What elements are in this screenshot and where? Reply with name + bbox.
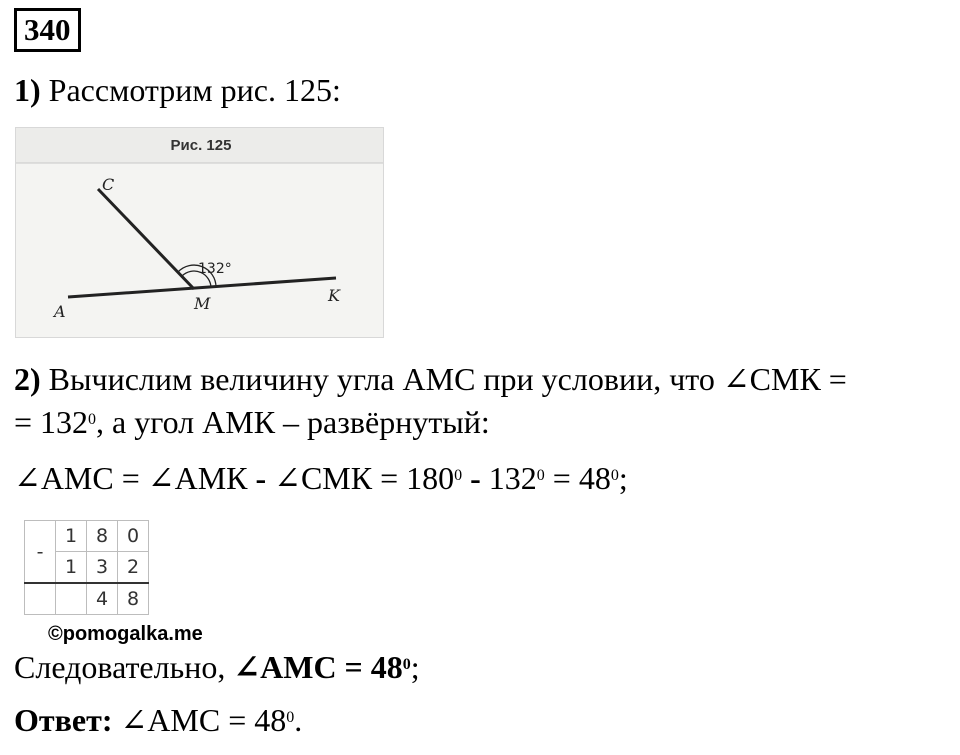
watermark: ©pomogalka.me (48, 623, 203, 645)
geometry-drawing (16, 128, 383, 337)
label-k: K (328, 286, 340, 305)
step-2-line-1 (14, 361, 847, 397)
conclusion: Следовательно, ∠АМС = $48^0$; (14, 649, 420, 685)
label-a: A (54, 302, 66, 321)
empty-cell (56, 583, 87, 615)
digit-cell: 2 (118, 552, 149, 584)
step-2-text: Вычислим величину угла АМС при условии, что ∠СМК = (40, 361, 847, 397)
figure-125 (15, 127, 384, 338)
answer: Ответ: ∠АМС = $48^0$. (14, 702, 303, 738)
formula: ∠АМС = ∠АМК - ∠СМК = $180^0 - 132^0 = 48^0$; (14, 460, 628, 496)
digit-cell: 1 (56, 552, 87, 584)
step-1-text: Рассмотрим рис. 125: (40, 72, 341, 108)
step-2-number: 2) (14, 361, 41, 397)
step-2-line-2: = $132^0$, а угол АМК – развёрнутый: (14, 404, 490, 440)
label-m: M (194, 294, 211, 313)
result-digit: 8 (118, 583, 149, 615)
digit-cell: 0 (118, 521, 149, 552)
answer-label: Ответ: (14, 702, 113, 738)
step-1-number: 1) (14, 72, 41, 108)
step-1 (14, 72, 341, 108)
empty-cell (25, 583, 56, 615)
digit-cell: 8 (87, 521, 118, 552)
label-c: C (102, 175, 115, 194)
minus-sign: - (25, 521, 56, 584)
problem-number: 340 (14, 8, 81, 52)
column-subtraction (24, 520, 149, 615)
digit-cell: 1 (56, 521, 87, 552)
label-angle: 132° (198, 261, 232, 277)
result-digit: 4 (87, 583, 118, 615)
figure-title: Рис. 125 (170, 137, 232, 154)
degree-sup: 0 (88, 411, 97, 428)
ray-mc (98, 189, 194, 289)
digit-cell: 3 (87, 552, 118, 584)
